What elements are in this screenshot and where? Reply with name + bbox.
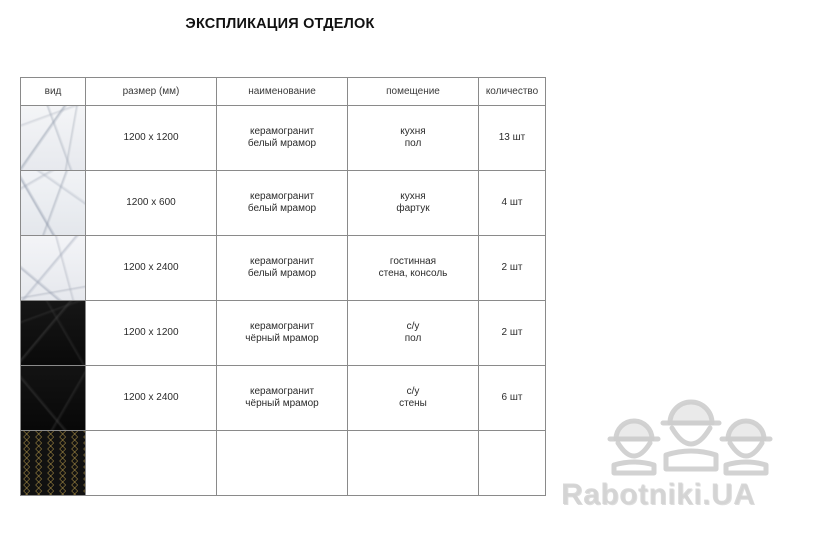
room-line-2: фартук [396, 203, 430, 214]
name-cell [217, 171, 348, 236]
swatch-cell [21, 301, 86, 366]
quantity-cell: 6 шт [479, 366, 546, 431]
name-cell [217, 236, 348, 301]
document-title: ЭКСПЛИКАЦИЯ ОТДЕЛОК [185, 16, 375, 32]
name-cell [217, 106, 348, 171]
room-line-2: стена, консоль [378, 268, 448, 279]
size-cell: 1200 х 2400 [86, 236, 217, 301]
empty-cell [217, 431, 348, 496]
header-room: помещение [348, 78, 479, 106]
name-line-2: чёрный мрамор [245, 398, 319, 409]
swatch-cell [21, 171, 86, 236]
name-line-1: керамогранит [249, 191, 315, 202]
gold-pattern-swatch [21, 431, 85, 495]
room-cell [348, 301, 479, 366]
name-line-2: чёрный мрамор [245, 333, 319, 344]
header-size: размер (мм) [86, 78, 217, 106]
table-row [21, 366, 546, 431]
empty-cell [348, 431, 479, 496]
empty-cell [479, 431, 546, 496]
name-cell [217, 366, 348, 431]
room-line-1: с/у [406, 321, 420, 332]
swatch-cell [21, 106, 86, 171]
room-line-1: гостинная [389, 256, 437, 267]
table-row [21, 236, 546, 301]
name-line-2: белый мрамор [247, 268, 317, 279]
white-marble-swatch [21, 106, 85, 170]
empty-cell [86, 431, 217, 496]
table-row [21, 106, 546, 171]
size-cell: 1200 х 600 [86, 171, 217, 236]
quantity-cell: 4 шт [479, 171, 546, 236]
white-marble-swatch [21, 171, 85, 235]
name-line-1: керамогранит [249, 321, 315, 332]
quantity-cell: 2 шт [479, 236, 546, 301]
name-line-1: керамогранит [249, 126, 315, 137]
black-marble-swatch [21, 301, 85, 365]
room-line-1: с/у [406, 386, 420, 397]
white-marble-swatch [21, 236, 85, 300]
size-cell: 1200 х 2400 [86, 366, 217, 431]
table-row [21, 301, 546, 366]
name-line-2: белый мрамор [247, 203, 317, 214]
swatch-cell [21, 366, 86, 431]
room-line-2: стены [399, 398, 427, 409]
name-line-1: керамогранит [249, 256, 315, 267]
swatch-cell [21, 236, 86, 301]
name-cell [217, 301, 348, 366]
room-cell [348, 106, 479, 171]
watermark-text: Rabotniki.UA [561, 478, 756, 511]
header-view: вид [21, 78, 86, 106]
room-cell [348, 366, 479, 431]
room-line-1: кухня [400, 126, 426, 137]
room-line-1: кухня [400, 191, 426, 202]
table-row [21, 171, 546, 236]
room-cell [348, 236, 479, 301]
header-name: наименование [217, 78, 348, 106]
size-cell: 1200 х 1200 [86, 301, 217, 366]
room-line-2: пол [404, 333, 422, 344]
quantity-cell: 2 шт [479, 301, 546, 366]
finishes-table [20, 77, 546, 496]
black-marble-swatch [21, 366, 85, 430]
swatch-cell [21, 431, 86, 496]
size-cell: 1200 х 1200 [86, 106, 217, 171]
name-line-1: керамогранит [249, 386, 315, 397]
table-header-row [21, 78, 546, 106]
quantity-cell: 13 шт [479, 106, 546, 171]
room-line-2: пол [404, 138, 422, 149]
name-line-2: белый мрамор [247, 138, 317, 149]
table-row-cut-off [21, 431, 546, 496]
header-quantity: количество [479, 78, 546, 106]
room-cell [348, 171, 479, 236]
